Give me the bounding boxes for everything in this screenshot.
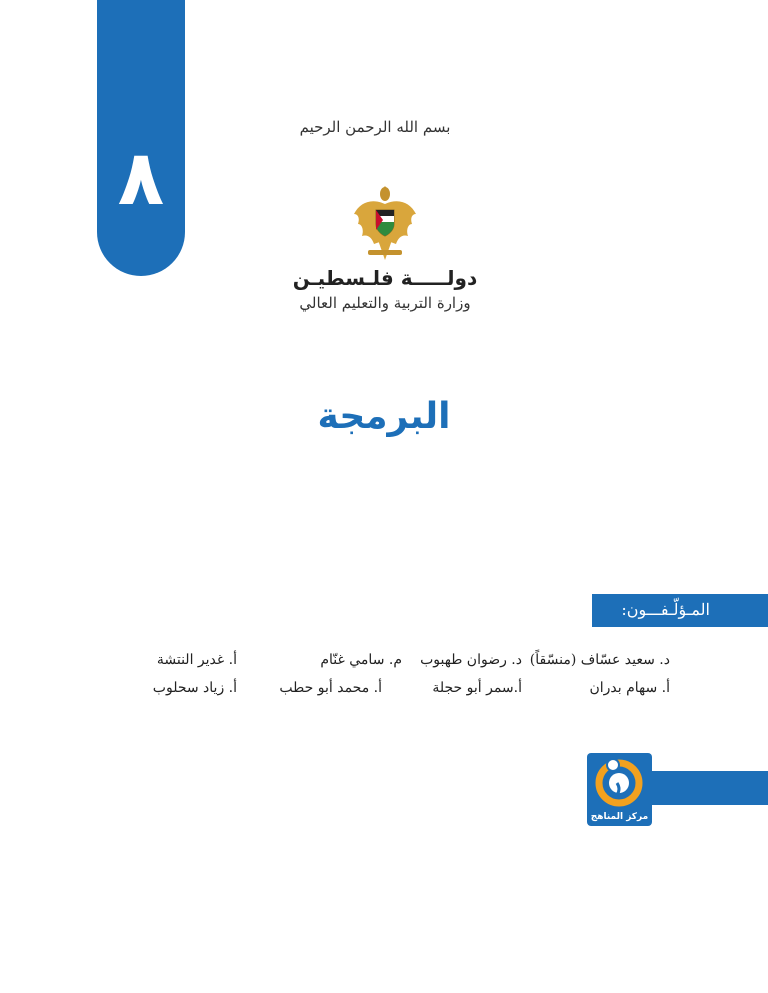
- author-name: أ. غدير النتشة: [156, 652, 237, 668]
- grade-tab: [97, 0, 185, 276]
- author-name: أ.سمر أبو حجلة: [432, 680, 522, 696]
- author-name: د. سعيد عسّاف (منسّقاً): [529, 652, 670, 668]
- author-name: أ. زياد سحلوب: [152, 680, 237, 696]
- author-name: أ. محمد أبو حطب: [279, 680, 382, 696]
- book-title: البرمجة: [317, 396, 451, 437]
- logo-caption: مركز المناهج: [590, 812, 649, 822]
- bottom-accent-bar: [652, 771, 768, 805]
- authors-header-bar: [592, 594, 768, 627]
- palestine-eagle-emblem: [352, 184, 418, 266]
- state-name: دولـــــة فلـسطيـن: [292, 266, 478, 290]
- author-name: أ. سهام بدران: [589, 680, 670, 696]
- curriculum-center-logo: [587, 753, 652, 826]
- author-name: م. سامي غنّام: [320, 652, 402, 668]
- curriculum-center-icon: [587, 753, 652, 811]
- ministry-name: وزارة التربية والتعليم العالي: [299, 294, 471, 312]
- authors-label: المـؤلّـفـــون:: [621, 600, 710, 619]
- author-name: د. رضوان طهبوب: [420, 652, 522, 668]
- grade-number: ٨: [117, 133, 165, 222]
- basmala: بسم الله الرحمن الرحيم: [299, 118, 451, 136]
